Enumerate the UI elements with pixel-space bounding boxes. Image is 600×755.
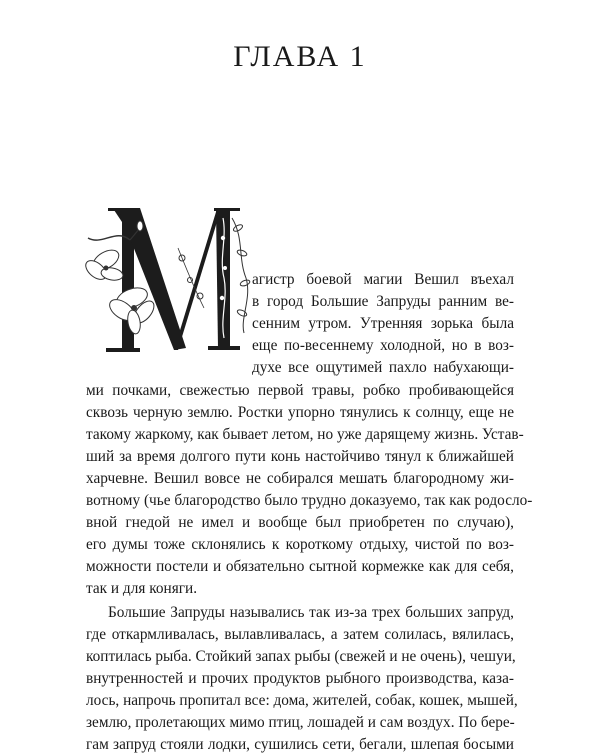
text-line: еще по-весеннему холодной, но в воз-	[252, 337, 514, 354]
text-line: вотному (чье благородство было трудно доказуемо, так как родосло-	[86, 492, 533, 509]
text-line: Большие Запруды назывались так из-за трех больших запруд,	[108, 604, 514, 621]
text-line: сенним утром. Утренняя зорька была	[252, 315, 514, 332]
text-line: ший за время долгого пути конь настойчиво тянул к ближайшей	[86, 448, 514, 465]
text-line: можности постели и обязательно сытной кормежке как для себя,	[86, 558, 514, 575]
text-line: где откармливалась, вылавливалась, а затем солилась, вялилась,	[86, 626, 514, 643]
text-line: вной гнедой не имел и вообще был приобретен по случаю),	[86, 514, 514, 531]
text-line: агистр боевой магии Вешил въехал	[252, 271, 514, 288]
text-line: гам запруд стояли лодки, сушились сети, бегали, шлепая босыми	[86, 736, 514, 753]
text-line: в город Большие Запруды ранним ве-	[252, 293, 514, 310]
text-line: духе все ощутимей пахло набухающи-	[252, 359, 514, 376]
text-line: харчевне. Вешил вовсе не собирался мешать благородному жи-	[86, 470, 514, 487]
text-line: ми почками, свежестью первой травы, робко пробивающейся	[86, 382, 514, 399]
chapter-title: ГЛАВА 1	[233, 40, 367, 73]
text-line: его думы тоже склонялись к короткому отдыху, чистой по воз-	[86, 536, 514, 553]
text-line: коптилась рыба. Стойкий запах рыбы (свежей и не очень), чешуи,	[86, 648, 516, 665]
text-line: такому жаркому, как бывает летом, но уже дарящему жизнь. Устав-	[86, 426, 524, 443]
text-line: землю, пролетающих мимо птиц, лошадей и сам воздух. По бере-	[86, 714, 515, 731]
text-line: внутренностей и прочих продуктов рыбного производства, каза-	[86, 670, 514, 687]
dropcap-m-floral-illustration	[82, 198, 252, 358]
text-line: так и для коняги.	[86, 580, 198, 597]
text-line: сквозь черную землю. Ростки упорно тянулись к солнцу, еще не	[86, 404, 514, 421]
text-line: лось, напрочь пропитал все: дома, жителей, собак, кошек, мышей,	[86, 692, 518, 709]
